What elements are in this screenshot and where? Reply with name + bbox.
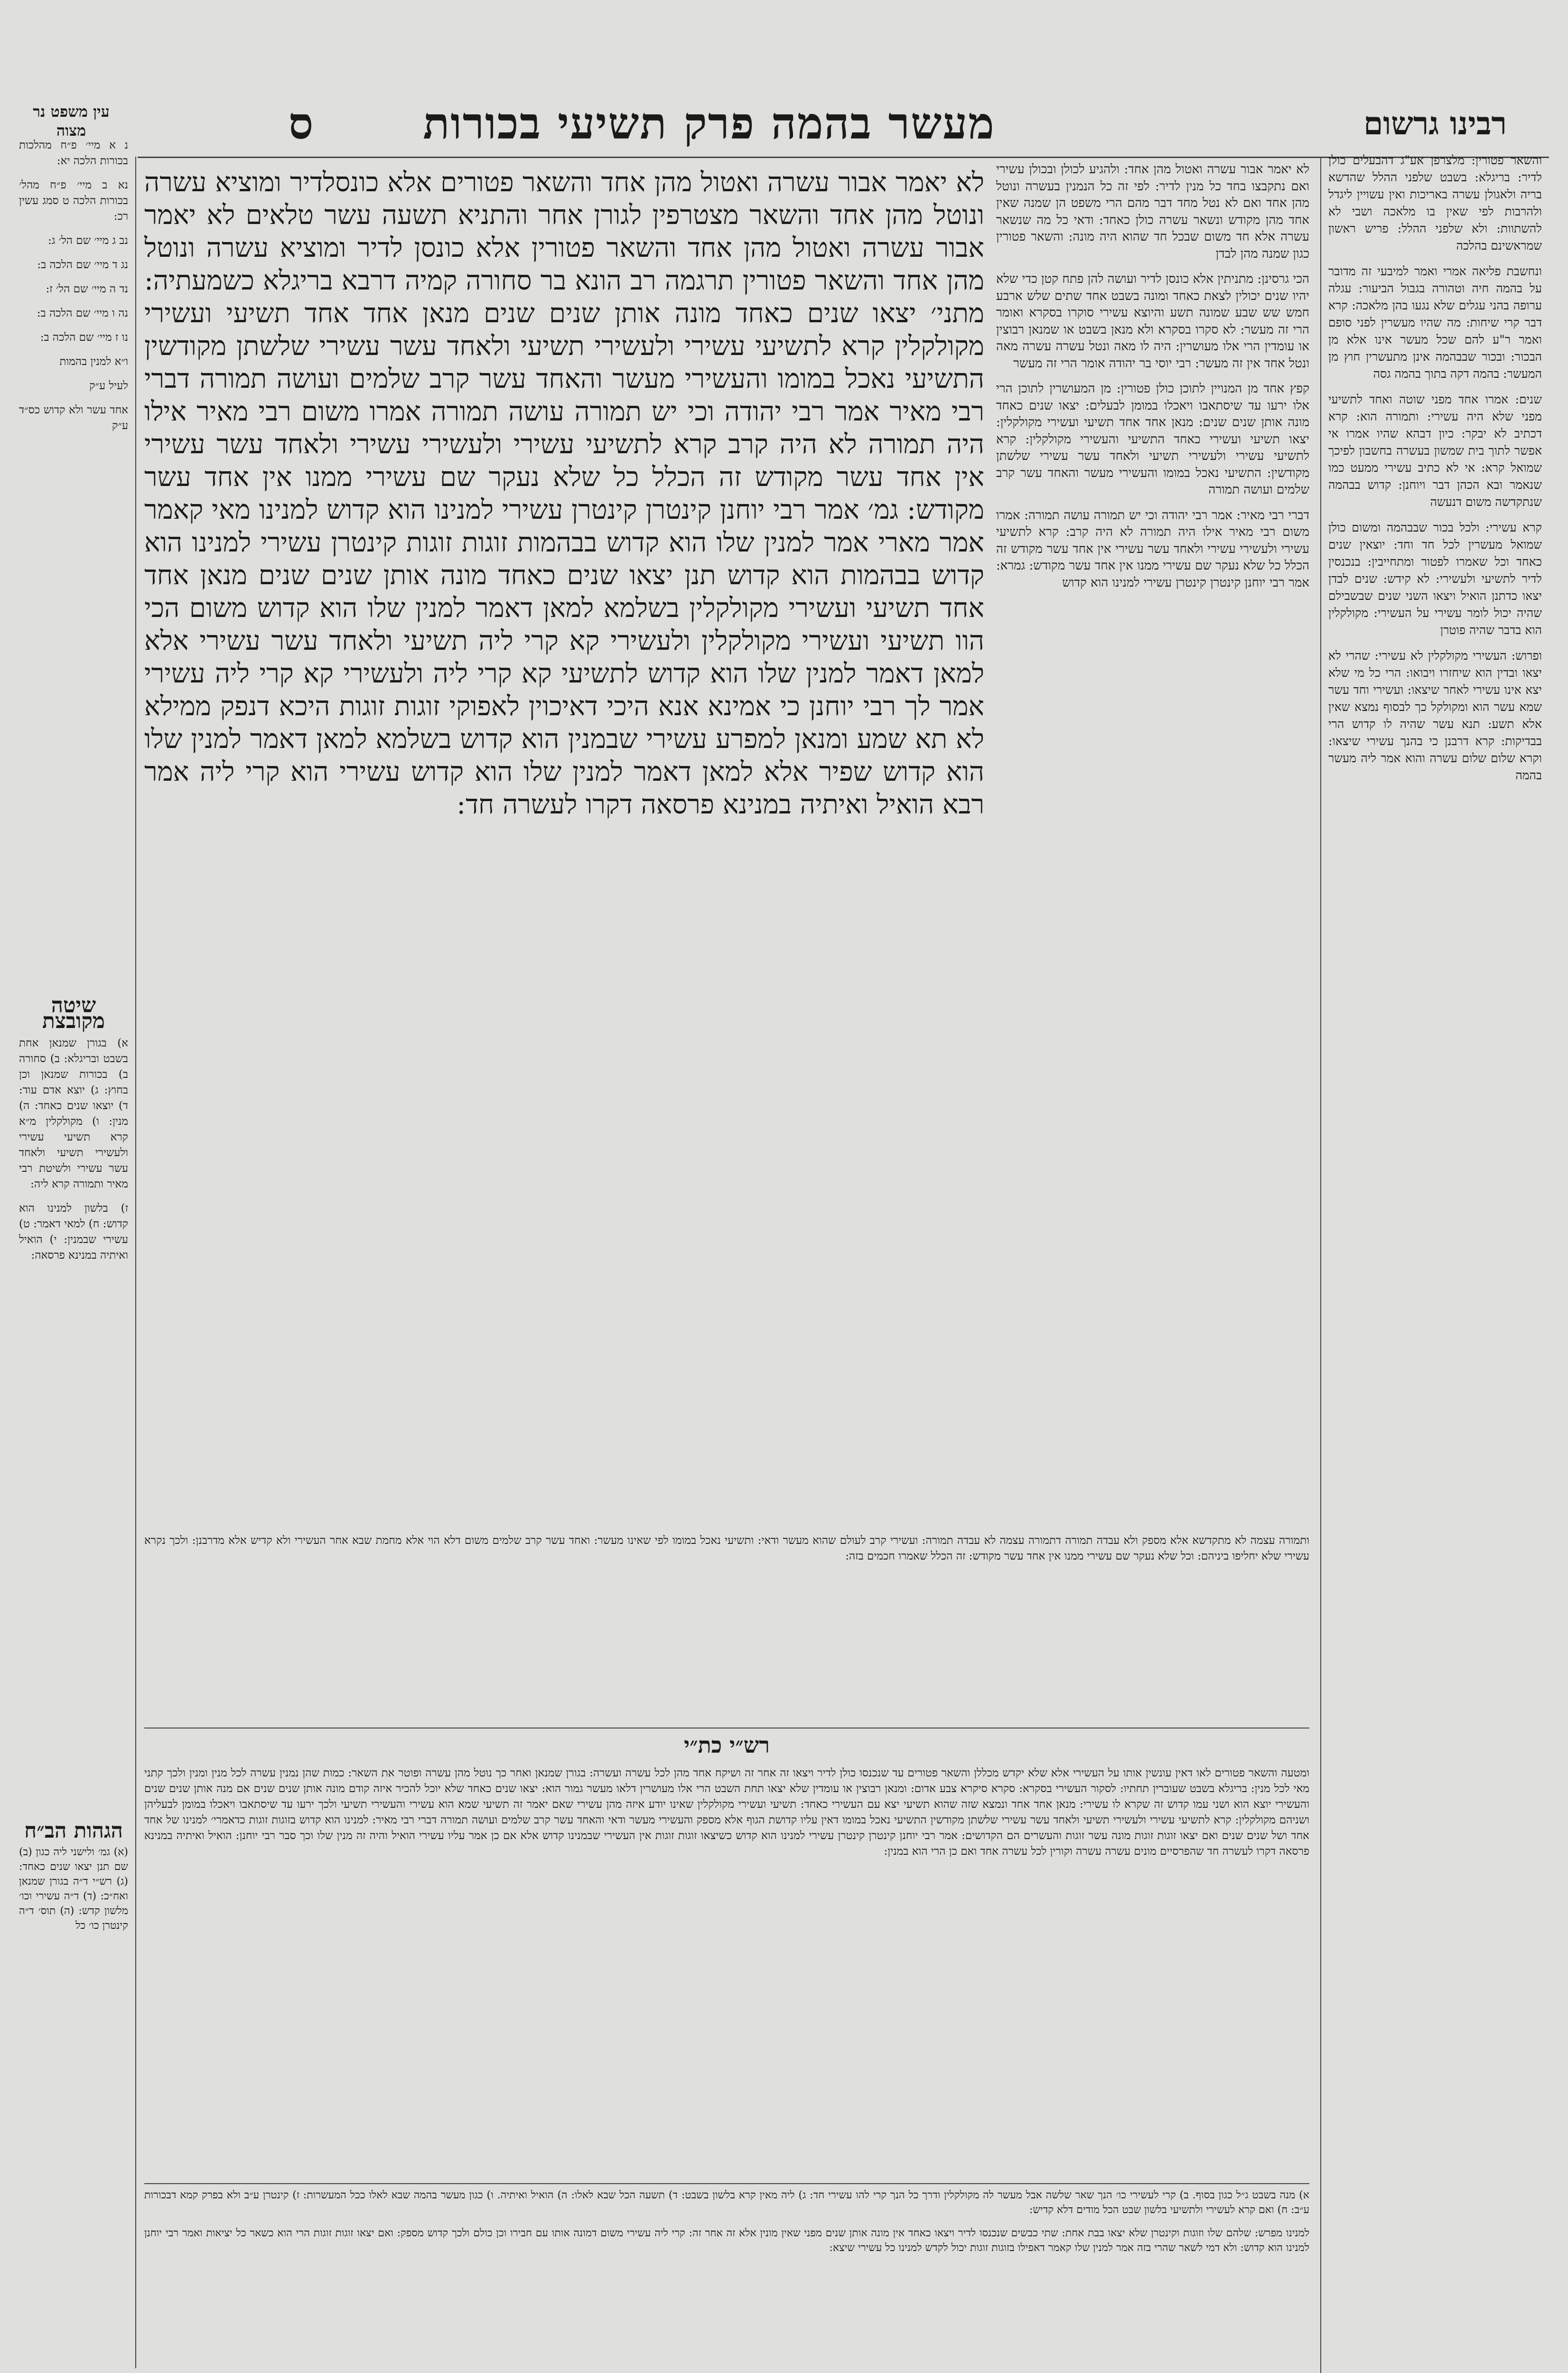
haggahot-title: הגהות הב״ח [24,1819,123,1843]
margin-note: נ א מיי׳ פ״ח מהלכות בכורות הלכה יא: [19,139,128,167]
haggahot-line: (א) גמ׳ ולישני ליה כגון (ב) שם תנן יצאו שנים כאחד: (ג) רש״י ד״ה בגורן שמנאן ואח״כ: (ד) ד״ה עשירי וכו׳ מלשון קדש: (ה) תוס׳ ד״ה קינטרן כו׳ כל [19,1846,128,1932]
tosafot-paragraph: הכי גרסינן: מתניתין אלא כונסן לדיר ועושה להן פתח קטן כדי שלא יהיו שנים יכולין לצאת כאחד ומונה בשבט אחד שתים שלש ארבע חמש שש שבע שמונה תשע והיוצא עשירי סוקרו בסקרא ואומר הרי זה מעשר: לא סקרו בסקרא ולא מנאן בשבט או שמנאן רבוצין או עומדין הרי אלו מעושרין: היה לו מאה ונטל עשרה עשרה מאה ונטל אחד אין זה מעשר: רבי יוסי בר יהודה אומר הרי זה מעשר [996,272,1309,371]
bottom-rule [144,2183,1309,2184]
bottom-note: א) מנה בשבט ג״ל כגון בסוף. ב) קרי לעשירי כו׳ הנך שאר שלשה אבל מעשר לה מקולקלין ודרך כל הנך קרי להו עשירי חד: ג) ליה מאין קרא בלשון בשבט: ד) תשעה הכל שבא לאלו: ה) הואיל ואיתיה. ו) כגון מעשר בהמה שבא לאלו ככל המעשרות: ז) קינטרן ע״ב ולא בפרק קמא דבכורות ע״ב: ח) ואם קרא לעשירי ולתשיעי בלשון שבט הכל מודים דלא קדיש: [144,2189,1309,2216]
gershom-paragraph: שנים: אמרו אחד מפני שוטה ואחד לתשיעי מפני שלא היה עשירי: ותמורה הוא: קרא דכתיב לא יבקר: כיון דבהא שהיו אמרו אי אפשר לתוך בית שמשון בעשרה בחשבון לפיכך שמואל קרא: אי לא כתיב עשירי ממעט כמו שנאמר ובא הכהן דבר ויוחנן: קדוש בבהמה שנתקדשה משום דנעשה [1328,392,1542,509]
margin-note: נה ו מיי׳ שם הלכה ב: [37,307,128,319]
gershom-divider [1320,157,1321,2373]
gershom-paragraph: ונחשבת פליאה אמרי ואמר למיבעי זה מדובר על בהמה חיה וטהורה בגבול הביעור: עגלה ערופה בהני עגלים שלא נגעו בהן מלאכה: קרא דבר קרי שיחות: מה שהיו מעשרין לפני סופם ואמר ר"ע להם שכל מעשר אינו אלא מן הבכור: ובכור שבבהמה אינן מתעשרין חוץ מן המעשר: בהמה דקה בתוך בהמה גסה [1328,264,1542,381]
folio-letter: ס [288,98,315,149]
gershom-paragraph: קרא עשירי: ולכל בכור שבבהמה ומשום כולן שמואל מעשרין לכל חד וחד: יוצאין שנים כאחד וכל שאמרו לפטור ומתחייבין: בנכנסין לדיר לתשיעי ולעשירי: לא קידש: שנים לבדן יצאו כדתנן הואיל ויצאו השני שנים שבשבילם שהיה יכול לומר עשירי על העשירי: מקולקלין הוא בדבר שהיה פוטרן [1328,521,1542,637]
shita-line: א) בגורן שמנאן אחת בשבט ובריגלא: ב) סחורה ב) בכורות שמנאן וכן בחוץ: ג) יוצא אדם עוד: ד) יוצאו שנים כאחד: ה) מנין: ו) מקולקלין מ״א קרא תשיעי עשירי ולעשירי תשיעי ולאחד עשר עשירי ולשיטת רבי מאיר ותמורה קרא ליה: [19,1037,128,1190]
margin-note: ו״א למנין בהמות [59,355,128,368]
tosafot-column [996,161,1309,1671]
shita-line: ז) בלשון למנינו הוא קדוש: ח) למאי דאמר: ט) עשירי שבמנין: י) הואיל ואיתיה במנינא פרסאה: [19,1202,128,1261]
margin-note: נו ז מיי׳ שם הלכה ב: [40,331,128,344]
gershom-paragraph: והשאר פטורין: מלצרפן אע"ג דהבעלים כולן לדיר: בריגלא: בשבט שלפני ההלל שהדשא בריה ולאגולן עשרה באריכות ואין עשויין ליגדל ולהרבות לפי שאין בו מלאכה ושבי לא להשתוות: ולא שלפני ההלל: פריש ראשון שמראשינם בהלכה [1328,153,1542,252]
left-margin-divider [135,157,136,2368]
shita-mekubetzet-title: שיטה מקובצת [42,993,105,1033]
tosafot-paragraph: קפץ אחד מן המנויין לתוכן כולן פטורין: מן המעושרין לתוכן הרי אלו ירעו עד שיסתאבו ויאכלו במומן לבעלים: יצאו שנים כאחד מונה אותן שנים שנים: מנאן אחד אחד תשיעי ועשירי מקולקלין: יצאו תשיעי ועשירי כאחד התשיעי והעשירי מקולקלין: קרא לתשיעי עשירי ולעשירי תשיעי ולאחד עשר עשירי שלשתן מקודשין: התשיעי נאכל במומו והעשירי מעשר והאחד עשר קרב שלמים ועושה תמורה [996,382,1309,497]
margin-note: נד ה מיי׳ שם הל׳ ז: [46,283,128,295]
ein-mishpat-column [19,138,128,944]
gershom-paragraph: ופרוש: העשירי מקולקלין לא עשירי: שהרי לא יצאו ובדין הוא שיחזרו ויבואו: הרי כל מי שלא יצא אינו עשירי לאחר שיצאו: ועשירי וחד עשר שמא עשר הוא ומקולקל כך לבסוף נמצא שאין אלא תשע: תנא עשר שהיה לו קדוש הרי בבדיקות: קרא דרבנן כי בהנך עשירי שיצאו: וקרא שלום שלום עשרה והוא אמר ליה מעשר בהמה [1328,649,1542,782]
margin-note: נג ד מיי׳ שם הלכה ב: [37,259,128,271]
tosafot-paragraph: לא יאמר אבור עשרה ואטול מהן אחד: ולהגיע לכולן ובכולן עשירי ואם נתקבצו בחד כל מנין לדיר: לפי זה כל הנמנין בעשרה ונוטל מהן אחד ואם לא נטל מחד דבר מהם הרי משפט הן שמנה שאין אחד מהן מקודש ונשאר עשרה כולן כאחד: ודאי כל מה שנשאר עשרה אלא חד משום שבכל חד שהוא היה מונה: והשאר פטורין כגון שמנה מהן לבדן [996,162,1309,261]
shita-mekubetzet-box [19,992,128,1789]
tosafot-paragraph: דברי רבי מאיר: אמר רבי יהודה וכי יש תמורה עושה תמורה: אמרו משום רבי מאיר אילו היה תמורה לא היה קרב: קרא לתשיעי עשירי ולעשירי עשירי ולאחד עשר עשירי אין אחד עשר מקודש זה הכלל כל שלא נעקר שם עשירי ממנו אין אחד עשר מקודש: גמרא: אמר רבי יוחנן קינטרן קינטרן עשירי למנינו הוא קדוש [996,508,1309,590]
bottom-notes [144,2188,1309,2373]
rashi-title: רש״י כת״י [684,1732,770,1758]
margin-note: אחד עשר ולא קדוש כס״ד ע״ק [19,404,128,432]
bottom-note: למנינו מפרש: שלהם שלו וזוגות וקינטרן שלא יצאו בבת אחת: שתי כבשים שנכנסו לדיר ויצאו כאחד אין מונה אותן שנים מפני שאין מונין אלא זה אחר זה: קרי ליה עשירי משום דמונה אותו עם חבירו וכן כולם ולכך קדוש מספק: ואם יצאו זוגות זוגות הרי הוא כשאר כל יציאות ואמר רבי יוחנן למנינו הוא קדוש: ולא דמי לשאר שהרי בזה אמר למנין שלו קאמר דאפילו בזוגות זוגות יכול לקדש למנינו כל עשירי שיצא: [144,2227,1309,2254]
gershom-header: רבינו גרשום [1363,105,1507,142]
gemara-main-text: לא יאמר אבור עשרה ואטול מהן אחד והשאר פטורים אלא כונסלדיר ומוציא עשרה ונוטל מהן אחד והשאר מצטרפין לגורן אחר והתניא תשעה עשר טלאים לא יאמר אבור עשרה ואטול מהן אחד והשאר פטורין אלא כונסן לדיר ומוציא עשרה ונוטל מהן אחד והשאר פטורין תרגמה רב הונא בר סחורה קמיה דרבא בריגלא כשמעתיה: מתני׳ יצאו שנים כאחד מונה אותן שנים שנים מנאן אחד אחד תשיעי ועשירי מקולקלין קרא לתשיעי עשירי ולעשירי תשיעי ולאחד עשר עשירי שלשתן מקודשין התשיעי נאכל במומו והעשירי מעשר והאחד עשר קרב שלמים ועושה תמורה דברי רבי מאיר אמר רבי יהודה וכי יש תמורה עושה תמורה אמרו משום רבי מאיר אילו היה תמורה לא היה קרב קרא לתשיעי עשירי ולעשירי עשירי ולאחד עשר עשירי אין אחד עשר מקודש זה הכלל כל שלא נעקר שם עשירי ממנו אין אחד עשר מקודש: גמ׳ אמר רבי יוחנן קינטרן קינטרן עשירי למנינו הוא קדוש למנינו מאי קאמר אמר מארי אמר למנין שלו הוא קדוש בבהמות זוגות זוגות קינטרן עשירי למנינו הוא קדוש בבהמות הוא קדוש תנן יצאו שנים כאחד מונה אותן שנים שנים מנאן אחד אחד תשיעי ועשירי מקולקלין בשלמא למאן דאמר למנין שלו הוא קדוש משום הכי הוו תשיעי ועשירי מקולקלין ולעשירי קא קרי ליה תשיעי ולאחד עשר עשירי אלא למאן דאמר למנין שלו הוא קדוש לתשיעי קא קרי ליה ולעשירי קא קרי ליה עשירי אמר לך רבי יוחנן כי אמינא אנא היכי דאיכוין לאפוקי זוגות זוגות היכא דנפק ממילא לא תא שמע ומנאן למפרע עשירי שבמנין הוא קדוש בשלמא למאן דאמר למנין שלו הוא קדוש שפיר אלא למאן דאמר למנין שלו הוא קדוש עשירי הוא קרי ליה אמר רבא הואיל ואיתיה במנינא פרסאה דקרו לעשרה חד: [144,167,984,820]
ein-mishpat-header: עין משפט נר מצוה [33,103,110,140]
rashi-text: ומטעה והשאר פטורים לאו דאין עונשין אותו על העשירי אלא שלא יקדש מכללן והשאר פטורים עד שנכנסו כולן לדיר ויצאו זה אחר זה ושיקח אחד מהן לכל עשרה ועשרה: בגורן שמנאן ואחר כך נוטל מהן עשרה ופוטר את השאר: כמות שהן נמנין עשרה לכל מנין ומנין ולכך קתני מאי לכל מנין: בריגלא בשבט שעוברין תחתיו: לסקור העשירי בסקרא: סקרא סיקרא צבע אדום: ומנאן רבוצין או עומדין שלא יצאו תחת השבט הרי אלו מעושרין דלאו מעשר גמור הוא: יצאו שנים כאחד שלא יוכל להכיר איזה קודם מונה אותן שנים שנים אם מנה אותן שנים שנים והעשירי יוצא הוא ושני עמו קדוש זה שקרא לו עשירי: מנאן אחד אחד ונמצא שזה שהוא תשיעי יצא עם העשירי כאחד: תשיעי ועשירי מקולקלין שאינו יודע איזה מהן עשירי שאם יאמר זה תשיעי שמא הוא עשירי והעשירי תשיעי ולכך ירעו עד שיסתאבו ויאכלו במומן לבעליהן ושניהם מקולקלין: קרא לתשיעי עשירי ולעשירי תשיעי ולאחד עשר עשירי שלשתן מקודשין התשיעי נאכל במומו דאין עליו קדושת הגוף אלא מספק והעשירי מעשר ודאי והאחד עשר קרב שלמים ועושה תמורה דברי רבי מאיר: למנינו הוא קדוש בזוגות זוגות כדאמרי׳ למנינו של אחד אחד ושל שנים שנים ואם יצאו זוגות זוגות מונה עשר זוגות והעשרים הם הקדושים: אמר רבי יוחנן קינטרן קינטרן עשירי למנינו הוא קדוש כשיצאו זוגות זוגות אין העשירי שבמנינו קדוש אלא אם כן אמר עליו עשירי הואיל והיה זה מנין שלו וכך סבר רבי יוחנן: הואיל ואיתיה במנינא פרסאה דקרו לעשרה חד שהפרסיים מונים עשרה עשרה וקורין לכל עשרה אחד ואם כן הרי הוא במנין: [144,1767,1309,1858]
haggahot-box [19,1818,128,2245]
lower-commentary: ותמורה עצמה לא מתקדשא אלא מספק ולא עבדה תמורה דתמורה עצמה לא עבדה תמורה: ועשירי קרב לעולם שהוא מעשר ודאי: ותשיעי נאכל במומו לפי שאינו מעשר: ואחד עשר קרב שלמים משום דלא הוי אלא מחמת שבא אחר העשירי ולא קדיש אלא מדרבנן: ולכך נקרא עשירי שלא יחליפו ביניהם: וכל שלא נעקר שם עשירי ממנו אין אחד עשר מקודש: זה הכלל שאמרו חכמים בזה: [144,1534,1309,1562]
gershom-column [1328,152,1542,2373]
tractate-title: מעשר בהמה פרק תשיעי בכורות [423,98,995,149]
margin-note: לעיל ע״ק [89,380,128,392]
margin-note: נב ג מיי׳ שם הל׳ ג: [48,234,128,247]
margin-note: נא ב מיי׳ פ״ח מהל׳ בכורות הלכה ט סמג עשין רכ: [19,179,128,223]
